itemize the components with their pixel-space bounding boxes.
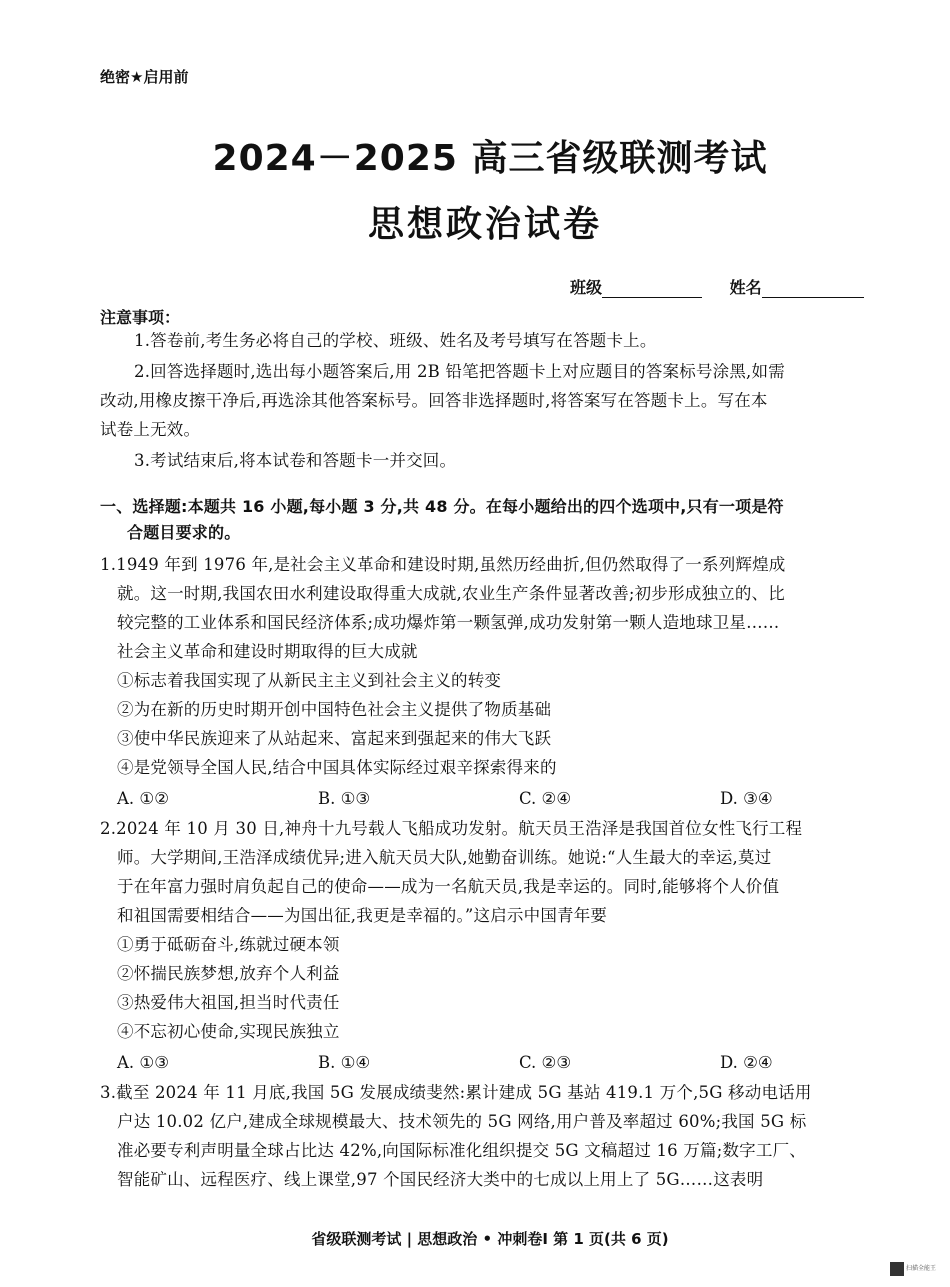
question-stem: 较完整的工业体系和国民经济体系;成功爆炸第一颗氢弹,成功发射第一颗人造地球卫星…… bbox=[117, 613, 780, 632]
notes-heading: 注意事项： bbox=[100, 308, 181, 327]
question-stem: 社会主义革命和建设时期取得的巨大成就 bbox=[117, 642, 418, 661]
section-heading-cont: 合题目要求的。 bbox=[127, 523, 241, 542]
option-b: B. ①③ bbox=[318, 789, 371, 808]
name-blank bbox=[762, 281, 864, 298]
note-line: 试卷上无效。 bbox=[100, 420, 201, 439]
class-label: 班级 bbox=[570, 278, 603, 297]
question-stem: 于在年富力强时肩负起自己的使命——成为一名航天员,我是幸运的。同时,能够将个人价值 bbox=[117, 877, 780, 896]
name-label: 姓名 bbox=[729, 278, 762, 297]
section-heading: 一、选择题:本题共 16 小题,每小题 3 分,共 48 分。在每小题给出的四个选项中,只有一项是符 bbox=[100, 497, 784, 516]
option-b: B. ①④ bbox=[318, 1053, 371, 1072]
option-c: C. ②③ bbox=[519, 1053, 572, 1072]
option-c: C. ②④ bbox=[519, 789, 572, 808]
option-a: A. ①③ bbox=[117, 1053, 169, 1072]
question-stem: 准必要专利声明量全球占比达 42%,向国际标准化组织提交 5G 文稿超过 16 万篇;数字工厂、 bbox=[117, 1141, 806, 1160]
option-a: A. ①② bbox=[117, 789, 169, 808]
question-item: ③热爱伟大祖国,担当时代责任 bbox=[117, 993, 340, 1012]
note-line: 改动,用橡皮擦干净后,再选涂其他答案标号。回答非选择题时,将答案写在答题卡上。写在本 bbox=[100, 391, 768, 410]
question-item: ①标志着我国实现了从新民主主义到社会主义的转变 bbox=[117, 671, 502, 690]
question-item: ④是党领导全国人民,结合中国具体实际经过艰辛探索得来的 bbox=[117, 758, 557, 777]
note-line: 3.考试结束后,将本试卷和答题卡一并交回。 bbox=[134, 451, 457, 470]
question-stem: 智能矿山、远程医疗、线上课堂,97 个国民经济大类中的七成以上用上了 5G……这表明 bbox=[117, 1170, 764, 1189]
question-stem: 1.1949 年到 1976 年,是社会主义革命和建设时期,虽然历经曲折,但仍然取得了一系列辉煌成 bbox=[100, 555, 786, 574]
question-stem: 3.截至 2024 年 11 月底,我国 5G 发展成绩斐然:累计建成 5G 基站 419.1 万个,5G 移动电话用 bbox=[100, 1083, 812, 1102]
question-item: ③使中华民族迎来了从站起来、富起来到强起来的伟大飞跃 bbox=[117, 729, 552, 748]
note-line: 1.答卷前,考生务必将自己的学校、班级、姓名及考号填写在答题卡上。 bbox=[134, 331, 657, 350]
qr-code-icon bbox=[890, 1262, 904, 1276]
note-line: 2.回答选择题时,选出每小题答案后,用 2B 铅笔把答题卡上对应题目的答案标号涂黑,如需 bbox=[134, 362, 785, 381]
exam-title: 2024－2025 高三省级联测考试 bbox=[212, 138, 768, 179]
question-item: ②为在新的历史时期开创中国特色社会主义提供了物质基础 bbox=[117, 700, 552, 719]
confidential-mark: 绝密★启用前 bbox=[100, 68, 189, 86]
option-d: D. ②④ bbox=[720, 1053, 773, 1072]
option-d: D. ③④ bbox=[720, 789, 773, 808]
student-info-row bbox=[570, 275, 864, 298]
question-stem: 和祖国需要相结合——为国出征,我更是幸福的。”这启示中国青年要 bbox=[117, 906, 608, 925]
question-item: ④不忘初心使命,实现民族独立 bbox=[117, 1022, 340, 1041]
scanner-watermark: 扫描全能王 bbox=[906, 1265, 937, 1272]
question-stem: 2.2024 年 10 月 30 日,神舟十九号载人飞船成功发射。航天员王浩泽是我国首位女性飞行工程 bbox=[100, 819, 803, 838]
question-stem: 就。这一时期,我国农田水利建设取得重大成就,农业生产条件显著改善;初步形成独立的、比 bbox=[117, 584, 785, 603]
question-stem: 户达 10.02 亿户,建成全球规模最大、技术领先的 5G 网络,用户普及率超过 60%;我国 5G 标 bbox=[117, 1112, 807, 1131]
question-item: ②怀揣民族梦想,放弃个人利益 bbox=[117, 964, 340, 983]
question-stem: 师。大学期间,王浩泽成绩优异;进入航天员大队,她勤奋训练。她说:“人生最大的幸运,莫过 bbox=[117, 848, 772, 867]
subject-title: 思想政治试卷 bbox=[367, 204, 602, 245]
page-footer: 省级联测考试 | 思想政治 • 冲刺卷Ⅰ 第 1 页(共 6 页) bbox=[311, 1230, 669, 1248]
question-item: ①勇于砥砺奋斗,练就过硬本领 bbox=[117, 935, 340, 954]
class-blank bbox=[602, 281, 702, 298]
